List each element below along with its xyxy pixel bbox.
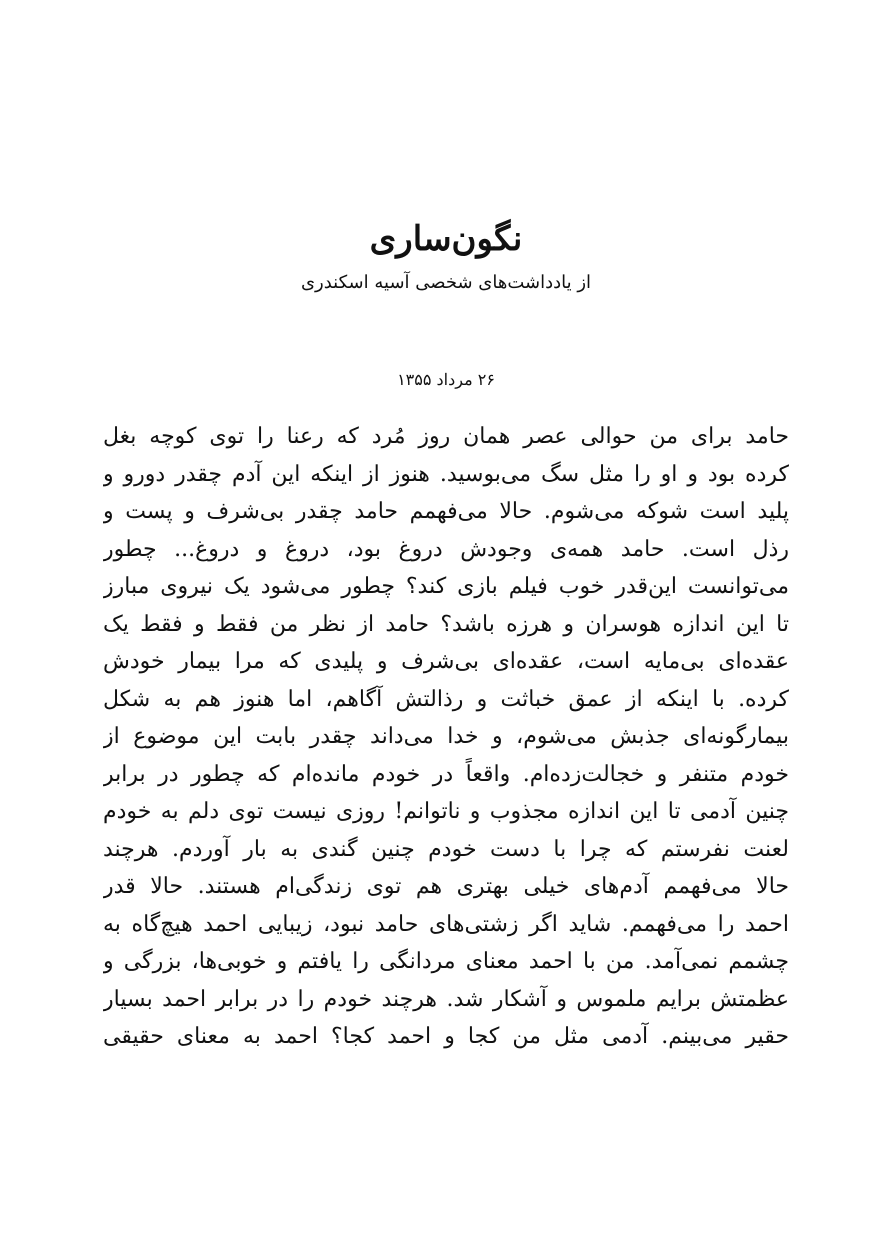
- body-line: حامد برای من حوالی عصر همان روز مُرد که رعنا را توی کوچه بغل: [103, 424, 789, 449]
- body-line: حقیر می‌بینم. آدمی مثل من کجا و احمد کجا؟ احمد به معنای حقیقی: [103, 1024, 789, 1049]
- body-line: احمد را می‌فهمم. شاید اگر زشتی‌های حامد نبود، زیبایی احمد هیچ‌گاه به: [103, 911, 789, 937]
- body-line: چشمم نمی‌آمد. من با احمد معنای مردانگی را یافتم و خوبی‌ها، بزرگی و: [103, 949, 789, 974]
- body-line: تا این اندازه هوسران و هرزه باشد؟ حامد از نظر من فقط و فقط یک: [103, 611, 789, 637]
- body-line: کرده بود و او را مثل سگ می‌بوسید. هنوز از اینکه این آدم چقدر دورو و: [103, 461, 789, 487]
- body-line: رذل است. حامد همه‌ی وجودش دروغ بود، دروغ و دروغ... چطور: [103, 536, 789, 562]
- body-line: پلید است شوکه می‌شوم. حالا می‌فهمم حامد چقدر بی‌شرف و پست و: [103, 499, 789, 524]
- body-line: خودم متنفر و خجالت‌زده‌ام. واقعاً در خودم مانده‌ام که چطور در برابر: [103, 761, 789, 787]
- body-line: عقده‌ای بی‌مایه است، عقده‌ای بی‌شرف و پلیدی که مرا بیمار خودش: [103, 649, 789, 674]
- body-line: می‌توانست این‌قدر خوب فیلم بازی کند؟ چطور می‌شود یک نیروی مبارز: [103, 574, 789, 599]
- chapter-title: نگون‌ساری: [369, 219, 523, 259]
- body-paragraph: [103, 418, 789, 1056]
- body-line: عظمتش برایم ملموس و آشکار شد. هرچند خودم را در برابر احمد بسیار: [103, 986, 789, 1012]
- body-line: چنین آدمی تا این اندازه مجذوب و ناتوانم! روزی نیست توی دلم به خودم: [103, 799, 789, 824]
- body-line: لعنت نفرستم که چرا با دست خودم چنین گندی به بار آوردم. هرچند: [103, 836, 789, 862]
- chapter-subtitle: از یادداشت‌های شخصی آسیه اسکندری: [300, 272, 592, 293]
- body-line: حالا می‌فهمم آدم‌های خیلی بهتری هم توی زندگی‌ام هستند. حالا قدر: [103, 874, 789, 899]
- body-line: کرده. با اینکه از عمق خباثت و رذالتش آگاهم، اما هنوز هم به شکل: [103, 686, 789, 712]
- diary-entry-date: ۲۶ مرداد ۱۳۵۵: [397, 370, 495, 389]
- body-line: بیمارگونه‌ای جذبش می‌شوم، و خدا می‌داند چقدر بابت این موضوع از: [103, 724, 789, 749]
